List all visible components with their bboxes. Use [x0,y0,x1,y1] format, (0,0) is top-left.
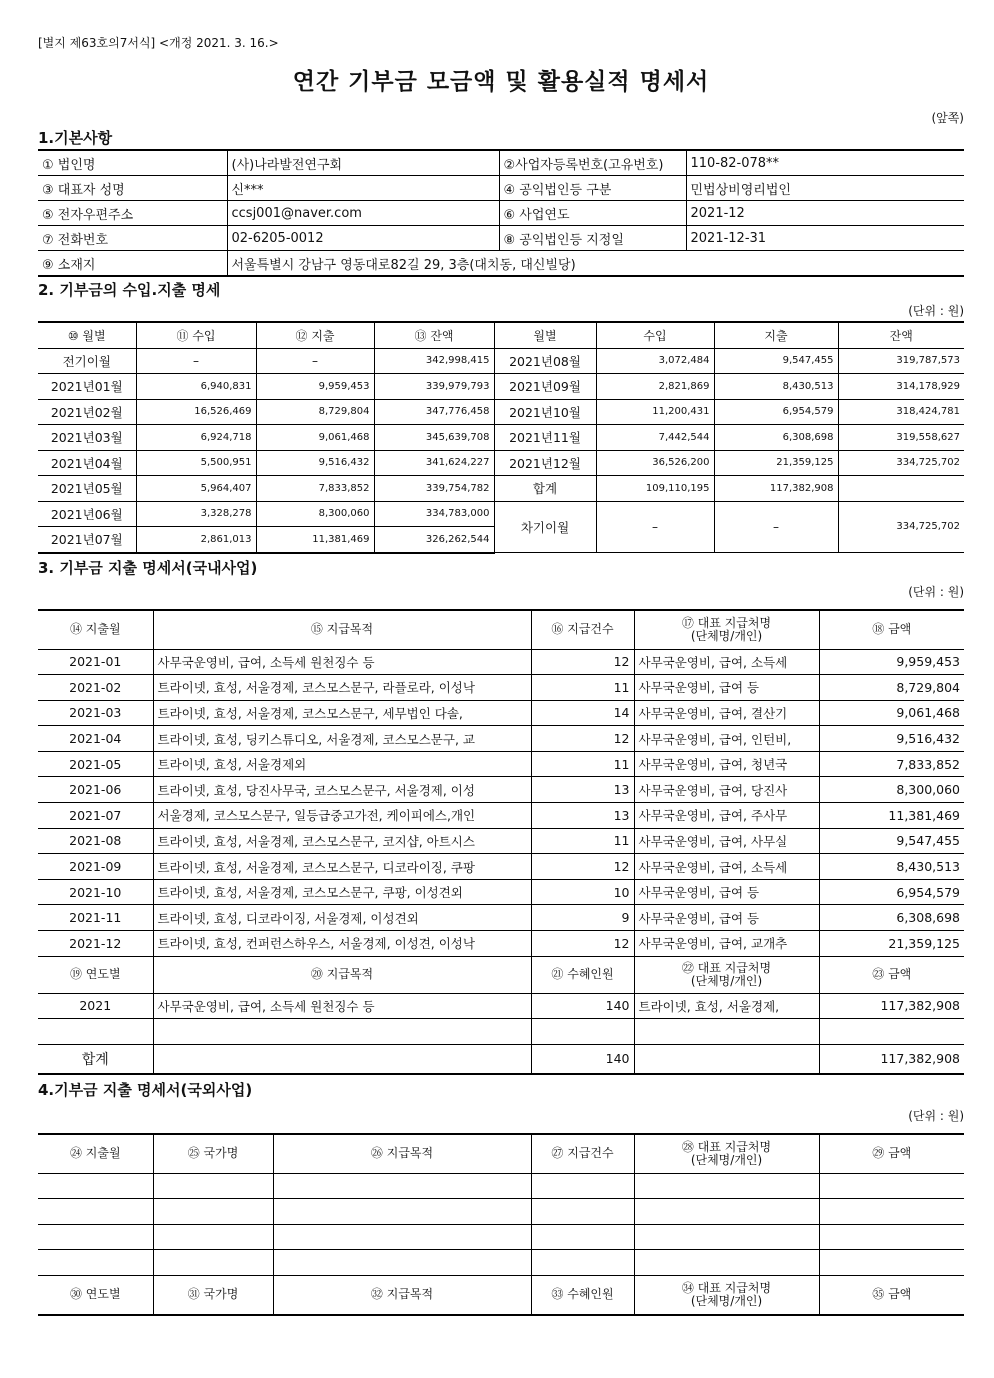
amount-cell: 314,178,929 [838,374,964,400]
field-label: ① 법인명 [38,150,227,176]
column-header [634,1275,819,1315]
empty-cell [273,1250,531,1276]
basic-info-row [38,226,964,251]
column-header: 지출 [714,322,838,348]
amount-cell: 21,359,125 [819,931,964,957]
month-cell: 2021년01월 [38,374,136,400]
empty-cell [531,1250,634,1276]
purpose-cell: 트라이넷, 효성, 컨퍼런스하우스, 서울경제, 이성견, 이성낙 [153,931,531,957]
payee-cell: 트라이넷, 효성, 서울경제, [634,993,819,1019]
table-row [38,399,964,425]
empty-cell [38,1250,153,1276]
field-label: ⑨ 소재지 [38,251,227,277]
count-cell: 9 [531,905,634,931]
table-row [38,879,964,905]
header-line: ㉞ 대표 지급처명 [681,1280,772,1295]
count-cell: 10 [531,879,634,905]
empty-cell [273,1173,531,1199]
page-side: (앞쪽) [931,111,964,125]
amount-cell: 6,940,831 [136,374,256,400]
purpose-cell: 트라이넷, 효성, 서울경제, 코스모스문구, 쿠팡, 이성견외 [153,879,531,905]
count-cell: 11 [531,828,634,854]
month-cell: 전기이월 [38,348,136,374]
table-row [38,1019,964,1045]
amount-cell: 6,924,718 [136,425,256,451]
table-row [38,1199,964,1225]
month-cell: 2021년07월 [38,527,136,553]
amount-cell: 6,308,698 [819,905,964,931]
field-label: ⑧ 공익법인등 지정일 [499,226,686,251]
count-cell: 12 [531,726,634,752]
table-header-row [38,322,964,348]
table-row [38,374,964,400]
column-header: ㉔ 지출월 [38,1134,153,1174]
amount-cell: 318,424,781 [838,399,964,425]
empty-cell [634,1044,819,1074]
column-header: ⑯ 지급건수 [531,610,634,650]
total-row [38,1044,964,1074]
amount-cell: – [596,501,714,553]
empty-cell [819,1199,964,1225]
header-line: ㉒ 대표 지급처명 [681,960,772,975]
field-value: (사)나라발전연구회 [227,150,499,176]
month-cell: 2021-02 [38,675,153,701]
empty-cell [531,1199,634,1225]
month-cell: 2021년11월 [494,425,596,451]
empty-cell [153,1044,531,1074]
empty-cell [634,1173,819,1199]
table-header-row [38,610,964,650]
basic-info-table [38,149,964,277]
amount-cell: 2,821,869 [596,374,714,400]
table-row [38,425,964,451]
column-header: ㉗ 지급건수 [531,1134,634,1174]
carry-label: 차기이월 [494,501,596,553]
purpose-cell: 트라이넷, 효성, 서울경제외 [153,751,531,777]
amount-cell: 319,558,627 [838,425,964,451]
header-line: (단체명/개인) [690,1293,763,1308]
purpose-cell: 사무국운영비, 급여, 소득세 원천징수 등 [153,993,531,1019]
column-header: ⑱ 금액 [819,610,964,650]
location-value: 서울특별시 강남구 영동대로82길 29, 3층(대치동, 대신빌당) [227,251,964,277]
month-cell: 2021-03 [38,700,153,726]
amount-cell: 345,639,708 [374,425,494,451]
amount-cell: 339,979,793 [374,374,494,400]
amount-cell: 6,308,698 [714,425,838,451]
column-header: ⑮ 지급목적 [153,610,531,650]
purpose-cell: 사무국운영비, 급여, 소득세 원천징수 등 [153,649,531,675]
month-cell: 합계 [494,476,596,502]
purpose-cell: 트라이넷, 효성, 당진사무국, 코스모스문구, 서울경제, 이성 [153,777,531,803]
field-value: 2021-12-31 [686,226,964,251]
empty-cell [273,1224,531,1250]
month-cell: 2021-09 [38,854,153,880]
column-header: ⑫ 지출 [256,322,374,348]
basic-info-row [38,176,964,201]
empty-cell [531,1224,634,1250]
empty-cell [634,1019,819,1045]
table-row [38,700,964,726]
column-header [634,610,819,650]
amount-cell: 117,382,908 [819,993,964,1019]
payee-cell: 사무국운영비, 급여, 결산기 [634,700,819,726]
empty-cell [38,1224,153,1250]
empty-cell [531,1019,634,1045]
payee-cell: 사무국운영비, 급여, 당진사 [634,777,819,803]
empty-cell [38,1019,153,1045]
column-header: ㉕ 국가명 [153,1134,273,1174]
month-cell: 2021년02월 [38,399,136,425]
payee-cell: 사무국운영비, 급여, 소득세 [634,854,819,880]
header-line: (단체명/개인) [690,1152,763,1167]
table-row [38,777,964,803]
payee-cell: 사무국운영비, 급여 등 [634,879,819,905]
column-header: ㉙ 금액 [819,1134,964,1174]
amount-cell: 2,861,013 [136,527,256,553]
payee-cell: 사무국운영비, 급여, 인턴비, [634,726,819,752]
empty-cell [38,1173,153,1199]
amount-cell: 109,110,195 [596,476,714,502]
empty-cell [634,1250,819,1276]
month-cell: 2021년04월 [38,450,136,476]
column-header: ⑩ 월별 [38,322,136,348]
empty-cell [819,1019,964,1045]
empty-cell [273,1199,531,1225]
empty-cell [153,1250,273,1276]
column-header: 월별 [494,322,596,348]
amount-cell: 6,954,579 [714,399,838,425]
count-cell: 12 [531,854,634,880]
table-row [38,854,964,880]
amount-cell: – [714,501,838,553]
total-label: 합계 [38,1044,153,1074]
field-value: 02-6205-0012 [227,226,499,251]
empty-cell [634,1224,819,1250]
table-row [38,931,964,957]
month-cell: 2021년06월 [38,501,136,527]
field-label: ⑦ 전화번호 [38,226,227,251]
month-cell: 2021-11 [38,905,153,931]
payee-cell: 사무국운영비, 급여 등 [634,905,819,931]
table-row [38,803,964,829]
column-header [634,956,819,993]
table-row [38,1173,964,1199]
page-title: 연간 기부금 모금액 및 활용실적 명세서 [292,69,710,95]
month-cell: 2021년12월 [494,450,596,476]
section-foreign-title: 4.기부금 지출 명세서(국외사업) [38,1080,253,1099]
amount-cell: – [256,348,374,374]
column-header: 수입 [596,322,714,348]
total-amount: 117,382,908 [819,1044,964,1074]
month-cell: 2021년09월 [494,374,596,400]
field-value: 신*** [227,176,499,201]
amount-cell: 334,725,702 [838,450,964,476]
amount-cell: 16,526,469 [136,399,256,425]
count-cell: 140 [531,993,634,1019]
income-expense-table [38,321,964,554]
table-row [38,1224,964,1250]
amount-cell: 8,729,804 [819,675,964,701]
column-header: ⑭ 지출월 [38,610,153,650]
amount-cell: 11,381,469 [819,803,964,829]
month-cell: 2021년08월 [494,348,596,374]
count-cell: 12 [531,649,634,675]
payee-cell: 사무국운영비, 급여, 청년국 [634,751,819,777]
basic-info-row [38,251,964,277]
amount-cell: 8,300,060 [819,777,964,803]
column-header: ㉓ 금액 [819,956,964,993]
purpose-cell: 트라이넷, 효성, 서울경제, 코스모스문구, 코지샵, 아트시스 [153,828,531,854]
amount-cell: 3,072,484 [596,348,714,374]
table-header-row [38,1134,964,1174]
amount-cell: 21,359,125 [714,450,838,476]
total-count: 140 [531,1044,634,1074]
column-header: ⑬ 잔액 [374,322,494,348]
column-header: 잔액 [838,322,964,348]
payee-cell: 사무국운영비, 급여, 사무실 [634,828,819,854]
domestic-expense-table [38,609,964,1075]
column-header: ㉖ 지급목적 [273,1134,531,1174]
purpose-cell: 트라이넷, 효성, 서울경제, 코스모스문구, 라플로라, 이성낙 [153,675,531,701]
amount-cell: 9,547,455 [819,828,964,854]
table-row [38,751,964,777]
table-row [38,1250,964,1276]
month-cell: 2021년05월 [38,476,136,502]
field-value: ccsj001@naver.com [227,201,499,226]
column-header: ㉛ 국가명 [153,1275,273,1315]
column-header: ㉜ 지급목적 [273,1275,531,1315]
empty-cell [153,1173,273,1199]
empty-cell [531,1173,634,1199]
payee-cell: 사무국운영비, 급여 등 [634,675,819,701]
table-header-row [38,1275,964,1315]
amount-cell: 9,061,468 [819,700,964,726]
amount-cell: 9,959,453 [256,374,374,400]
month-cell: 2021-08 [38,828,153,854]
amount-cell: 8,300,060 [256,501,374,527]
unit-label: (단위 : 원) [908,304,964,318]
table-row [38,905,964,931]
payee-cell: 사무국운영비, 급여, 소득세 [634,649,819,675]
amount-cell: 5,500,951 [136,450,256,476]
amount-cell: 9,061,468 [256,425,374,451]
month-cell: 2021-06 [38,777,153,803]
amount-cell: 9,547,455 [714,348,838,374]
month-cell: 2021-12 [38,931,153,957]
count-cell: 11 [531,751,634,777]
field-label: ②사업자등록번호(고유번호) [499,150,686,176]
field-label: ④ 공익법인등 구분 [499,176,686,201]
month-cell: 2021-10 [38,879,153,905]
table-row [38,726,964,752]
field-value: 2021-12 [686,201,964,226]
count-cell: 11 [531,675,634,701]
header-line: ⑰ 대표 지급처명 [681,615,772,630]
amount-cell: – [136,348,256,374]
amount-cell: 339,754,782 [374,476,494,502]
amount-cell: 6,954,579 [819,879,964,905]
empty-cell [38,1199,153,1225]
column-header: ⑪ 수입 [136,322,256,348]
field-value: 민법상비영리법인 [686,176,964,201]
empty-cell [153,1199,273,1225]
amount-cell: 347,776,458 [374,399,494,425]
empty-cell [819,1224,964,1250]
column-header: ㉟ 금액 [819,1275,964,1315]
purpose-cell: 트라이넷, 효성, 서울경제, 코스모스문구, 디코라이징, 쿠팡 [153,854,531,880]
table-row [38,649,964,675]
section-basic-title: 1.기본사항 [38,129,113,147]
month-cell: 2021년10월 [494,399,596,425]
amount-cell: 7,833,852 [256,476,374,502]
field-label: ③ 대표자 성명 [38,176,227,201]
table-row [38,675,964,701]
field-label: ⑤ 전자우편주소 [38,201,227,226]
purpose-cell: 트라이넷, 효성, 서울경제, 코스모스문구, 세무법인 다솔, [153,700,531,726]
basic-info-row [38,201,964,226]
amount-cell: 3,328,278 [136,501,256,527]
year-cell: 2021 [38,993,153,1019]
basic-info-row [38,150,964,176]
payee-cell: 사무국운영비, 급여, 교개추 [634,931,819,957]
amount-cell: 9,516,432 [256,450,374,476]
month-cell: 2021-07 [38,803,153,829]
header-line: (단체명/개인) [690,628,763,643]
amount-cell: 9,516,432 [819,726,964,752]
amount-cell: 326,262,544 [374,527,494,553]
column-header: ⑲ 연도별 [38,956,153,993]
table-header-row [38,956,964,993]
amount-cell: 8,430,513 [714,374,838,400]
form-page [38,30,964,1316]
column-header: ㉝ 수혜인원 [531,1275,634,1315]
empty-cell [634,1199,819,1225]
table-row [38,993,964,1019]
table-row [38,476,964,502]
month-cell: 2021-01 [38,649,153,675]
amount-cell: 319,787,573 [838,348,964,374]
purpose-cell: 트라이넷, 효성, 딩키스튜디오, 서울경제, 코스모스문구, 교 [153,726,531,752]
amount-cell: 117,382,908 [714,476,838,502]
table-row [38,450,964,476]
amount-cell: 334,725,702 [838,501,964,553]
field-value: 110-82-078** [686,150,964,176]
count-cell: 13 [531,777,634,803]
table-row [38,501,964,527]
amount-cell: 36,526,200 [596,450,714,476]
count-cell: 12 [531,931,634,957]
section-domestic-title: 3. 기부금 지출 명세서(국내사업) [38,558,258,577]
amount-cell: 8,430,513 [819,854,964,880]
table-row [38,348,964,374]
empty-cell [819,1250,964,1276]
month-cell: 2021년03월 [38,425,136,451]
empty-cell [153,1224,273,1250]
section-income-title: 2. 기부금의 수입.지출 명세 [38,281,221,299]
amount-cell: 334,783,000 [374,501,494,527]
amount-cell [838,476,964,502]
column-header: ㉚ 연도별 [38,1275,153,1315]
form-number: [별지 제63호의7서식] <개정 2021. 3. 16.> [38,36,279,50]
header-line: (단체명/개인) [690,973,763,988]
column-header [634,1134,819,1174]
column-header: ⑳ 지급목적 [153,956,531,993]
amount-cell: 341,624,227 [374,450,494,476]
purpose-cell: 트라이넷, 효성, 디코라이징, 서울경제, 이성견외 [153,905,531,931]
empty-cell [819,1173,964,1199]
amount-cell: 342,998,415 [374,348,494,374]
month-cell: 2021-05 [38,751,153,777]
amount-cell: 8,729,804 [256,399,374,425]
amount-cell: 7,833,852 [819,751,964,777]
month-cell: 2021-04 [38,726,153,752]
foreign-expense-table [38,1133,964,1316]
count-cell: 14 [531,700,634,726]
table-row [38,828,964,854]
count-cell: 13 [531,803,634,829]
amount-cell: 5,964,407 [136,476,256,502]
amount-cell: 11,381,469 [256,527,374,553]
column-header: ㉑ 수혜인원 [531,956,634,993]
empty-cell [153,1019,531,1045]
unit-label: (단위 : 원) [908,1108,964,1123]
amount-cell: 9,959,453 [819,649,964,675]
payee-cell: 사무국운영비, 급여, 주사무 [634,803,819,829]
field-label: ⑥ 사업연도 [499,201,686,226]
unit-label: (단위 : 원) [908,584,964,599]
header-line: ㉘ 대표 지급처명 [681,1139,772,1154]
amount-cell: 11,200,431 [596,399,714,425]
amount-cell: 7,442,544 [596,425,714,451]
purpose-cell: 서울경제, 코스모스문구, 일등급중고가전, 케이피에스,개인 [153,803,531,829]
